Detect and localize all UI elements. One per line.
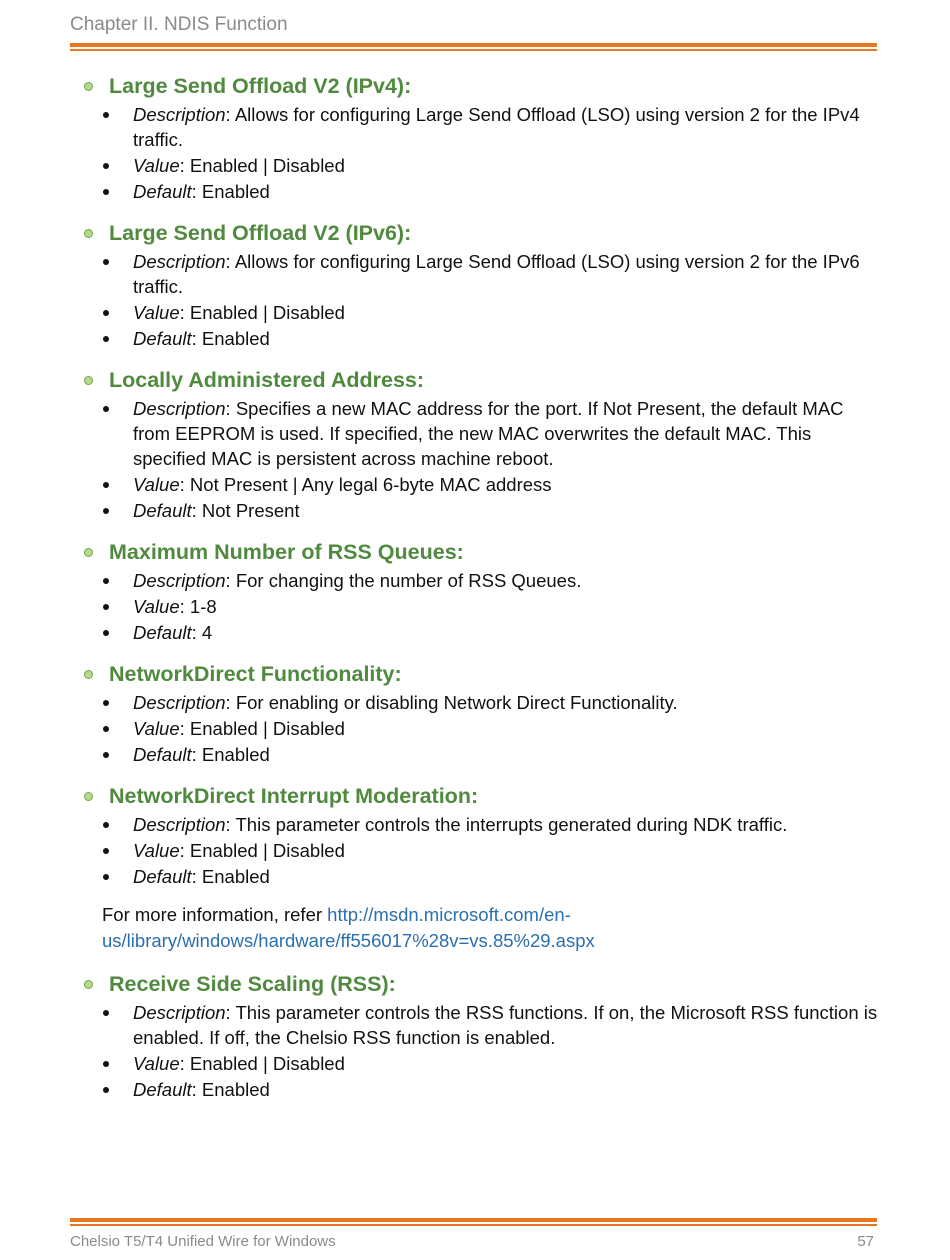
parameter-section	[0, 366, 950, 523]
list-item	[0, 326, 950, 351]
item-text: Enabled	[201, 328, 270, 349]
item-text: 4	[201, 622, 213, 643]
item-separator: :	[179, 155, 190, 176]
bullet-icon	[103, 336, 109, 342]
section-heading	[0, 72, 950, 100]
section-heading	[0, 660, 950, 688]
item-label: Description	[133, 570, 226, 591]
item-text: For changing the number of RSS Queues.	[235, 570, 582, 591]
list-item	[0, 838, 950, 863]
list-item	[0, 864, 950, 889]
item-label: Description	[133, 692, 226, 713]
bullet-icon	[103, 310, 109, 316]
item-text: Not Present	[201, 500, 300, 521]
list-item	[0, 1077, 950, 1102]
item-label: Value	[133, 155, 180, 176]
list-item	[0, 102, 950, 152]
item-text: Allows for configuring Large Send Offload (LSO) using version 2 for the IPv4 traffic.	[133, 104, 860, 150]
item-text: 1-8	[189, 596, 217, 617]
item-label: Default	[133, 622, 192, 643]
item-separator: :	[191, 500, 202, 521]
page-header-title: Chapter II. NDIS Function	[70, 14, 288, 35]
section-heading	[0, 782, 950, 810]
list-item	[0, 620, 950, 645]
item-text: Enabled	[201, 744, 270, 765]
list-item	[0, 716, 950, 741]
item-label: Description	[133, 104, 226, 125]
item-text: Enabled | Disabled	[189, 1053, 345, 1074]
item-text: Allows for configuring Large Send Offload (LSO) using version 2 for the IPv6 traffic.	[133, 251, 860, 297]
bullet-icon	[103, 189, 109, 195]
item-label: Value	[133, 840, 180, 861]
bullet-icon	[103, 604, 109, 610]
bullet-icon	[103, 848, 109, 854]
item-label: Default	[133, 328, 192, 349]
green-bullet-icon	[84, 376, 93, 385]
item-label: Value	[133, 1053, 180, 1074]
bullet-icon	[103, 630, 109, 636]
item-separator: :	[179, 474, 190, 495]
section-heading	[0, 219, 950, 247]
item-separator: :	[225, 398, 236, 419]
list-item	[0, 472, 950, 497]
list-item	[0, 568, 950, 593]
item-separator: :	[191, 866, 202, 887]
item-text: This parameter controls the interrupts generated during NDK traffic.	[235, 814, 788, 835]
item-separator: :	[179, 840, 190, 861]
item-text: Enabled	[201, 1079, 270, 1100]
parameter-section	[0, 660, 950, 767]
item-text: Enabled	[201, 181, 270, 202]
item-separator: :	[191, 181, 202, 202]
item-separator: :	[179, 596, 190, 617]
item-label: Value	[133, 302, 180, 323]
bullet-icon	[103, 1061, 109, 1067]
list-item	[0, 249, 950, 299]
list-item	[0, 812, 950, 837]
item-label: Description	[133, 251, 226, 272]
item-separator: :	[225, 104, 235, 125]
parameter-list	[0, 690, 950, 767]
section-heading	[0, 970, 950, 998]
item-text: Enabled | Disabled	[189, 302, 345, 323]
parameter-section	[0, 219, 950, 351]
item-separator: :	[225, 814, 236, 835]
section-heading-text: Locally Administered Address:	[109, 368, 425, 392]
footer-document-title: Chelsio T5/T4 Unified Wire for Windows	[70, 1233, 336, 1250]
section-heading-text: NetworkDirect Functionality:	[109, 662, 402, 686]
item-separator: :	[191, 328, 202, 349]
more-info-note	[0, 902, 950, 953]
list-item	[0, 1051, 950, 1076]
item-separator: :	[225, 251, 235, 272]
parameter-section	[0, 782, 950, 889]
item-separator: :	[179, 1053, 190, 1074]
section-heading-text: Maximum Number of RSS Queues:	[109, 540, 464, 564]
list-item	[0, 594, 950, 619]
green-bullet-icon	[84, 548, 93, 557]
bullet-icon	[103, 700, 109, 706]
item-separator: :	[191, 622, 202, 643]
parameter-section	[0, 970, 950, 1102]
parameter-section	[0, 72, 950, 204]
bullet-icon	[103, 726, 109, 732]
item-label: Description	[133, 1002, 226, 1023]
bullet-icon	[103, 406, 109, 412]
item-separator: :	[225, 692, 236, 713]
header-divider	[70, 43, 877, 51]
item-label: Default	[133, 181, 192, 202]
item-text: For enabling or disabling Network Direct Functionality.	[235, 692, 678, 713]
item-text: Enabled | Disabled	[189, 840, 345, 861]
list-item	[0, 396, 950, 471]
footer-divider	[70, 1218, 877, 1226]
bullet-icon	[103, 482, 109, 488]
bullet-icon	[103, 163, 109, 169]
parameter-list	[0, 812, 950, 889]
item-text: Enabled | Disabled	[189, 718, 345, 739]
list-item	[0, 690, 950, 715]
list-item	[0, 742, 950, 767]
green-bullet-icon	[84, 980, 93, 989]
item-label: Description	[133, 398, 226, 419]
item-label: Default	[133, 744, 192, 765]
bullet-icon	[103, 1010, 109, 1016]
list-item	[0, 1000, 950, 1050]
bullet-icon	[103, 259, 109, 265]
bullet-icon	[103, 1087, 109, 1093]
item-separator: :	[179, 302, 190, 323]
parameter-list	[0, 102, 950, 204]
bullet-icon	[103, 578, 109, 584]
item-text: Enabled | Disabled	[189, 155, 345, 176]
green-bullet-icon	[84, 82, 93, 91]
bullet-icon	[103, 752, 109, 758]
green-bullet-icon	[84, 670, 93, 679]
bullet-icon	[103, 508, 109, 514]
section-heading-text: Receive Side Scaling (RSS):	[109, 972, 396, 996]
msdn-link[interactable]: http://msdn.microsoft.com/en-us/library/windows/hardware/ff556017%28v=vs.85%29.aspx	[102, 904, 595, 951]
item-separator: :	[179, 718, 190, 739]
list-item	[0, 498, 950, 523]
section-heading-text: Large Send Offload V2 (IPv4):	[109, 74, 412, 98]
item-text: Specifies a new MAC address for the port. If Not Present, the default MAC from EEPROM is used. If specified, the new MAC overwrites the default MAC. This specified MAC is persistent across machine reboot.	[133, 398, 844, 469]
bullet-icon	[103, 874, 109, 880]
item-text: Not Present | Any legal 6-byte MAC address	[189, 474, 552, 495]
item-label: Default	[133, 1079, 192, 1100]
item-label: Default	[133, 500, 192, 521]
item-separator: :	[225, 1002, 236, 1023]
green-bullet-icon	[84, 792, 93, 801]
item-label: Value	[133, 474, 180, 495]
item-label: Description	[133, 814, 226, 835]
parameter-section	[0, 538, 950, 645]
list-item	[0, 153, 950, 178]
section-heading	[0, 538, 950, 566]
item-label: Value	[133, 596, 180, 617]
bullet-icon	[103, 822, 109, 828]
parameter-list	[0, 1000, 950, 1102]
green-bullet-icon	[84, 229, 93, 238]
item-separator: :	[191, 744, 202, 765]
bullet-icon	[103, 112, 109, 118]
item-separator: :	[225, 570, 236, 591]
page-content	[0, 72, 950, 1117]
parameter-list	[0, 568, 950, 645]
item-separator: :	[191, 1079, 202, 1100]
item-label: Value	[133, 718, 180, 739]
item-label: Default	[133, 866, 192, 887]
list-item	[0, 179, 950, 204]
parameter-list	[0, 396, 950, 523]
item-text: Enabled	[201, 866, 270, 887]
parameter-list	[0, 249, 950, 351]
section-heading	[0, 366, 950, 394]
page-number: 57	[857, 1233, 874, 1250]
section-heading-text: Large Send Offload V2 (IPv6):	[109, 221, 412, 245]
list-item	[0, 300, 950, 325]
note-text: For more information, refer	[102, 904, 328, 925]
section-heading-text: NetworkDirect Interrupt Moderation:	[109, 784, 479, 808]
item-text: This parameter controls the RSS functions. If on, the Microsoft RSS function is enabled. If off, the Chelsio RSS function is enabled.	[133, 1002, 878, 1048]
